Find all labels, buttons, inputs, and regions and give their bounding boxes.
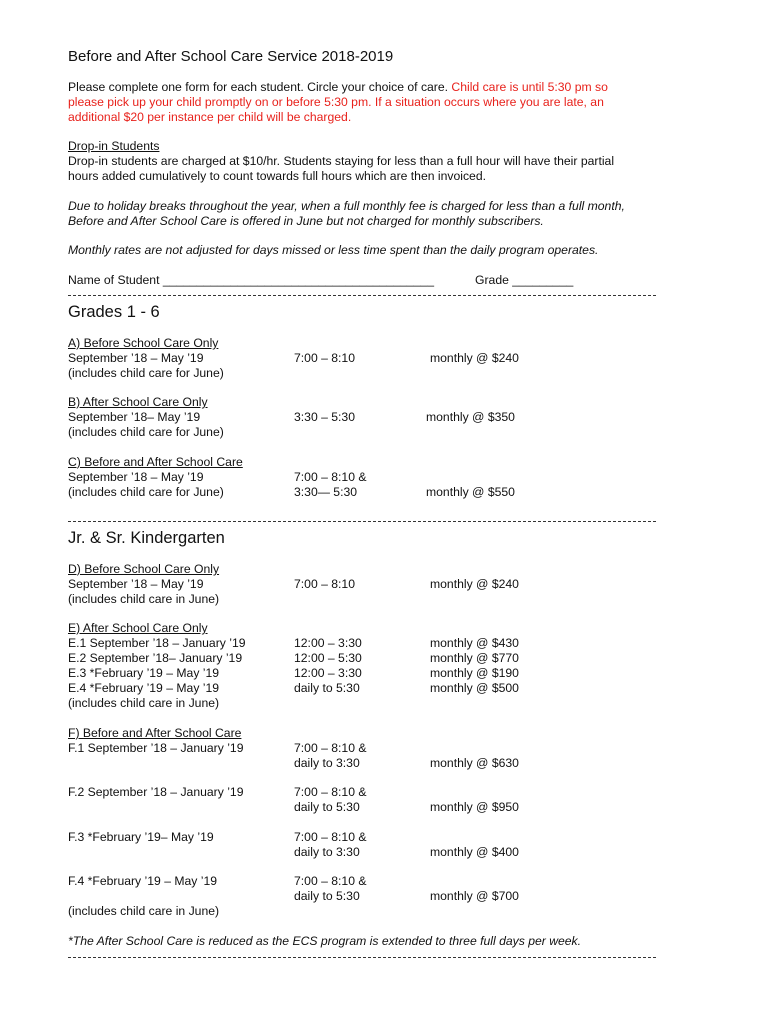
holiday-line-2: Before and After School Care is offered in June but not charged for monthly subscribers. bbox=[68, 214, 544, 228]
option-e1-label[interactable]: E.1 September ’18 – January ’19 bbox=[68, 636, 246, 650]
dropin-heading: Drop-in Students bbox=[68, 139, 160, 153]
option-f1-time-2: daily to 3:30 bbox=[294, 756, 360, 770]
option-f3-time-1: 7:00 – 8:10 & bbox=[294, 830, 367, 844]
option-f3-label[interactable]: F.3 *February ’19– May ’19 bbox=[68, 830, 214, 844]
option-d-dates: September ’18 – May ’19 bbox=[68, 577, 204, 591]
divider bbox=[68, 295, 656, 296]
section-heading-grades-1-6: Grades 1 - 6 bbox=[68, 303, 160, 321]
option-f4-time-1: 7:00 – 8:10 & bbox=[294, 874, 367, 888]
intro-line-3: additional $20 per instance per child will be charged. bbox=[68, 110, 352, 124]
option-a-note: (includes child care for June) bbox=[68, 366, 224, 380]
option-c-time-1: 7:00 – 8:10 & bbox=[294, 470, 367, 484]
option-f2-label[interactable]: F.2 September ’18 – January ’19 bbox=[68, 785, 244, 799]
option-e4-price: monthly @ $500 bbox=[430, 681, 519, 695]
grade-field[interactable]: Grade _________ bbox=[475, 273, 574, 287]
option-d-time: 7:00 – 8:10 bbox=[294, 577, 355, 591]
divider bbox=[68, 521, 656, 522]
option-c-price: monthly @ $550 bbox=[426, 485, 515, 499]
option-e1-price: monthly @ $430 bbox=[430, 636, 519, 650]
option-f4-time-2: daily to 5:30 bbox=[294, 889, 360, 903]
option-e2-label[interactable]: E.2 September ’18– January ’19 bbox=[68, 651, 243, 665]
option-b-time: 3:30 – 5:30 bbox=[294, 410, 355, 424]
monthly-rates-note: Monthly rates are not adjusted for days missed or less time spent than the daily program operates. bbox=[68, 243, 599, 257]
dropin-line-2: hours added cumulatively to count towards full hours which are then invoiced. bbox=[68, 169, 486, 183]
option-f-title[interactable]: F) Before and After School Care bbox=[68, 726, 242, 740]
option-d-note: (includes child care in June) bbox=[68, 592, 220, 606]
student-name-field[interactable]: Name of Student ________________________________________ bbox=[68, 273, 434, 287]
option-e3-label[interactable]: E.3 *February ’19 – May ’19 bbox=[68, 666, 220, 680]
holiday-line-1: Due to holiday breaks throughout the year, when a full monthly fee is charged for less than a full month, bbox=[68, 199, 625, 213]
option-a-time: 7:00 – 8:10 bbox=[294, 351, 355, 365]
option-c-time-2: 3:30— 5:30 bbox=[294, 485, 358, 499]
option-f4-label[interactable]: F.4 *February ’19 – May ’19 bbox=[68, 874, 218, 888]
option-f3-time-2: daily to 3:30 bbox=[294, 845, 360, 859]
option-e3-price: monthly @ $190 bbox=[430, 666, 519, 680]
option-f-note: (includes child care in June) bbox=[68, 904, 220, 918]
option-e4-time: daily to 5:30 bbox=[294, 681, 360, 695]
footnote: *The After School Care is reduced as the ECS program is extended to three full days per week. bbox=[68, 934, 582, 948]
option-c-note: (includes child care for June) bbox=[68, 485, 224, 499]
option-e-title[interactable]: E) After School Care Only bbox=[68, 621, 208, 635]
option-b-dates: September ’18– May ’19 bbox=[68, 410, 201, 424]
option-b-note: (includes child care for June) bbox=[68, 425, 224, 439]
option-f2-time-2: daily to 5:30 bbox=[294, 800, 360, 814]
option-d-price: monthly @ $240 bbox=[430, 577, 519, 591]
option-a-title[interactable]: A) Before School Care Only bbox=[68, 336, 219, 350]
option-f2-price: monthly @ $950 bbox=[430, 800, 519, 814]
dropin-line-1: Drop-in students are charged at $10/hr. Students staying for less than a full hour will have their partial bbox=[68, 154, 615, 168]
page-title: Before and After School Care Service 2018-2019 bbox=[68, 48, 394, 65]
option-a-dates: September ’18 – May ’19 bbox=[68, 351, 204, 365]
option-e2-time: 12:00 – 5:30 bbox=[294, 651, 362, 665]
option-d-title[interactable]: D) Before School Care Only bbox=[68, 562, 220, 576]
option-f1-price: monthly @ $630 bbox=[430, 756, 519, 770]
option-e2-price: monthly @ $770 bbox=[430, 651, 519, 665]
option-e3-time: 12:00 – 3:30 bbox=[294, 666, 362, 680]
option-c-title[interactable]: C) Before and After School Care bbox=[68, 455, 243, 469]
intro-instructions: Please complete one form for each student. Circle your choice of care. bbox=[68, 80, 452, 94]
option-e1-time: 12:00 – 3:30 bbox=[294, 636, 362, 650]
option-f1-label[interactable]: F.1 September ’18 – January ’19 bbox=[68, 741, 244, 755]
intro-line-1 bbox=[68, 80, 608, 95]
intro-line-2: please pick up your child promptly on or before 5:30 pm. If a situation occurs where you are late, an bbox=[68, 95, 604, 109]
section-heading-kindergarten: Jr. & Sr. Kindergarten bbox=[68, 529, 225, 547]
option-a-price: monthly @ $240 bbox=[430, 351, 519, 365]
divider bbox=[68, 957, 656, 958]
option-b-title[interactable]: B) After School Care Only bbox=[68, 395, 208, 409]
option-f1-time-1: 7:00 – 8:10 & bbox=[294, 741, 367, 755]
option-e-note: (includes child care in June) bbox=[68, 696, 220, 710]
intro-pickup-warning: Child care is until 5:30 pm so bbox=[451, 80, 608, 94]
option-c-dates: September ’18 – May ’19 bbox=[68, 470, 204, 484]
option-e4-label[interactable]: E.4 *February ’19 – May ’19 bbox=[68, 681, 220, 695]
option-f4-price: monthly @ $700 bbox=[430, 889, 519, 903]
option-f2-time-1: 7:00 – 8:10 & bbox=[294, 785, 367, 799]
option-f3-price: monthly @ $400 bbox=[430, 845, 519, 859]
option-b-price: monthly @ $350 bbox=[426, 410, 515, 424]
